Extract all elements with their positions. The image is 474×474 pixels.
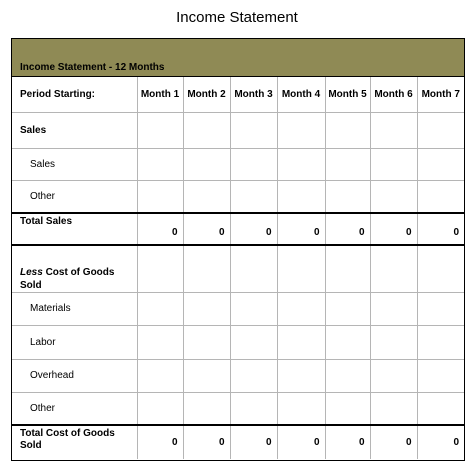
table-cell[interactable]: [230, 359, 277, 392]
table-cell[interactable]: [325, 325, 370, 359]
total-cell: 0: [325, 213, 370, 245]
month-header: Month 7: [417, 77, 464, 113]
table-cell[interactable]: [370, 325, 417, 359]
total-sales-row: [12, 213, 464, 245]
table-cell[interactable]: [277, 181, 325, 213]
table-cell[interactable]: [230, 292, 277, 325]
table-cell[interactable]: [183, 181, 230, 213]
table-cell[interactable]: [325, 245, 370, 293]
table-cell[interactable]: [230, 245, 277, 293]
table-cell[interactable]: [137, 113, 183, 149]
table-cell[interactable]: [417, 359, 464, 392]
table-cell[interactable]: [183, 113, 230, 149]
table-cell[interactable]: [277, 113, 325, 149]
table-cell[interactable]: [183, 325, 230, 359]
cogs-heading-text: Cost of Goods Sold: [20, 266, 115, 291]
period-starting-label: Period Starting:: [12, 77, 137, 113]
table-cell[interactable]: [230, 113, 277, 149]
total-cell: 0: [137, 213, 183, 245]
table-cell[interactable]: [277, 359, 325, 392]
table-cell[interactable]: [325, 359, 370, 392]
total-cell: 0: [277, 425, 325, 459]
table-cell[interactable]: [417, 325, 464, 359]
month-header: Month 2: [183, 77, 230, 113]
row-label: Labor: [12, 325, 137, 359]
table-cell[interactable]: [325, 149, 370, 181]
table-cell[interactable]: [370, 149, 417, 181]
month-header: Month 6: [370, 77, 417, 113]
total-cell: 0: [417, 425, 464, 459]
period-header-row: [12, 77, 464, 113]
table-cell[interactable]: [325, 113, 370, 149]
row-label: Other: [12, 181, 137, 213]
table-cell[interactable]: [325, 292, 370, 325]
table-cell[interactable]: [137, 392, 183, 425]
table-cell[interactable]: [325, 392, 370, 425]
table-cell[interactable]: [183, 149, 230, 181]
table-cell[interactable]: [370, 181, 417, 213]
table-row: [12, 359, 464, 392]
header-band: [12, 39, 464, 76]
table-cell[interactable]: [370, 245, 417, 293]
band-label: Income Statement - 12 Months: [20, 62, 165, 73]
table-row: [12, 292, 464, 325]
total-cell: 0: [277, 213, 325, 245]
row-label: Other: [12, 392, 137, 425]
table-cell[interactable]: [370, 392, 417, 425]
row-label: Materials: [12, 292, 137, 325]
table-cell[interactable]: [183, 245, 230, 293]
table-cell[interactable]: [230, 392, 277, 425]
table-cell[interactable]: [277, 292, 325, 325]
month-header: Month 5: [325, 77, 370, 113]
total-sales-label: Total Sales: [12, 213, 137, 245]
table-row: [12, 325, 464, 359]
table-cell[interactable]: [417, 392, 464, 425]
month-header: Month 1: [137, 77, 183, 113]
table-cell[interactable]: [137, 181, 183, 213]
total-cell: 0: [230, 213, 277, 245]
table-cell[interactable]: [230, 149, 277, 181]
total-cell: 0: [370, 425, 417, 459]
table-cell[interactable]: [370, 113, 417, 149]
table-cell[interactable]: [417, 245, 464, 293]
table-cell[interactable]: [370, 359, 417, 392]
income-table: [12, 76, 464, 459]
sales-heading: Sales: [12, 113, 137, 149]
total-cell: 0: [137, 425, 183, 459]
total-cell: 0: [325, 425, 370, 459]
page-title: Income Statement: [176, 9, 298, 26]
sales-heading-row: [12, 113, 464, 149]
table-cell[interactable]: [137, 149, 183, 181]
total-cell: 0: [183, 425, 230, 459]
table-cell[interactable]: [277, 149, 325, 181]
table-row: [12, 181, 464, 213]
row-label: Sales: [12, 149, 137, 181]
table-cell[interactable]: [277, 392, 325, 425]
table-row: [12, 392, 464, 425]
table-cell[interactable]: [137, 245, 183, 293]
table-cell[interactable]: [183, 359, 230, 392]
table-cell[interactable]: [417, 149, 464, 181]
table-cell[interactable]: [325, 181, 370, 213]
table-cell[interactable]: [183, 292, 230, 325]
total-cell: 0: [183, 213, 230, 245]
cogs-heading: [12, 245, 137, 293]
total-cell: 0: [230, 425, 277, 459]
table-cell[interactable]: [277, 245, 325, 293]
table-cell[interactable]: [137, 325, 183, 359]
table-cell[interactable]: [230, 181, 277, 213]
row-label: Overhead: [12, 359, 137, 392]
table-cell[interactable]: [417, 113, 464, 149]
table-cell[interactable]: [183, 392, 230, 425]
table-cell[interactable]: [137, 359, 183, 392]
table-row: [12, 149, 464, 181]
total-cogs-row: [12, 425, 464, 459]
total-cogs-label: Total Cost of Goods Sold: [12, 425, 137, 459]
total-cell: 0: [370, 213, 417, 245]
cogs-heading-italic: Less: [20, 266, 43, 278]
total-cell: 0: [417, 213, 464, 245]
table-cell[interactable]: [137, 292, 183, 325]
table-cell[interactable]: [370, 292, 417, 325]
table-cell[interactable]: [277, 325, 325, 359]
month-header: Month 4: [277, 77, 325, 113]
table-cell[interactable]: [417, 292, 464, 325]
income-statement-sheet: [11, 38, 465, 461]
table-cell[interactable]: [230, 325, 277, 359]
table-cell[interactable]: [417, 181, 464, 213]
cogs-heading-row: [12, 245, 464, 293]
month-header: Month 3: [230, 77, 277, 113]
